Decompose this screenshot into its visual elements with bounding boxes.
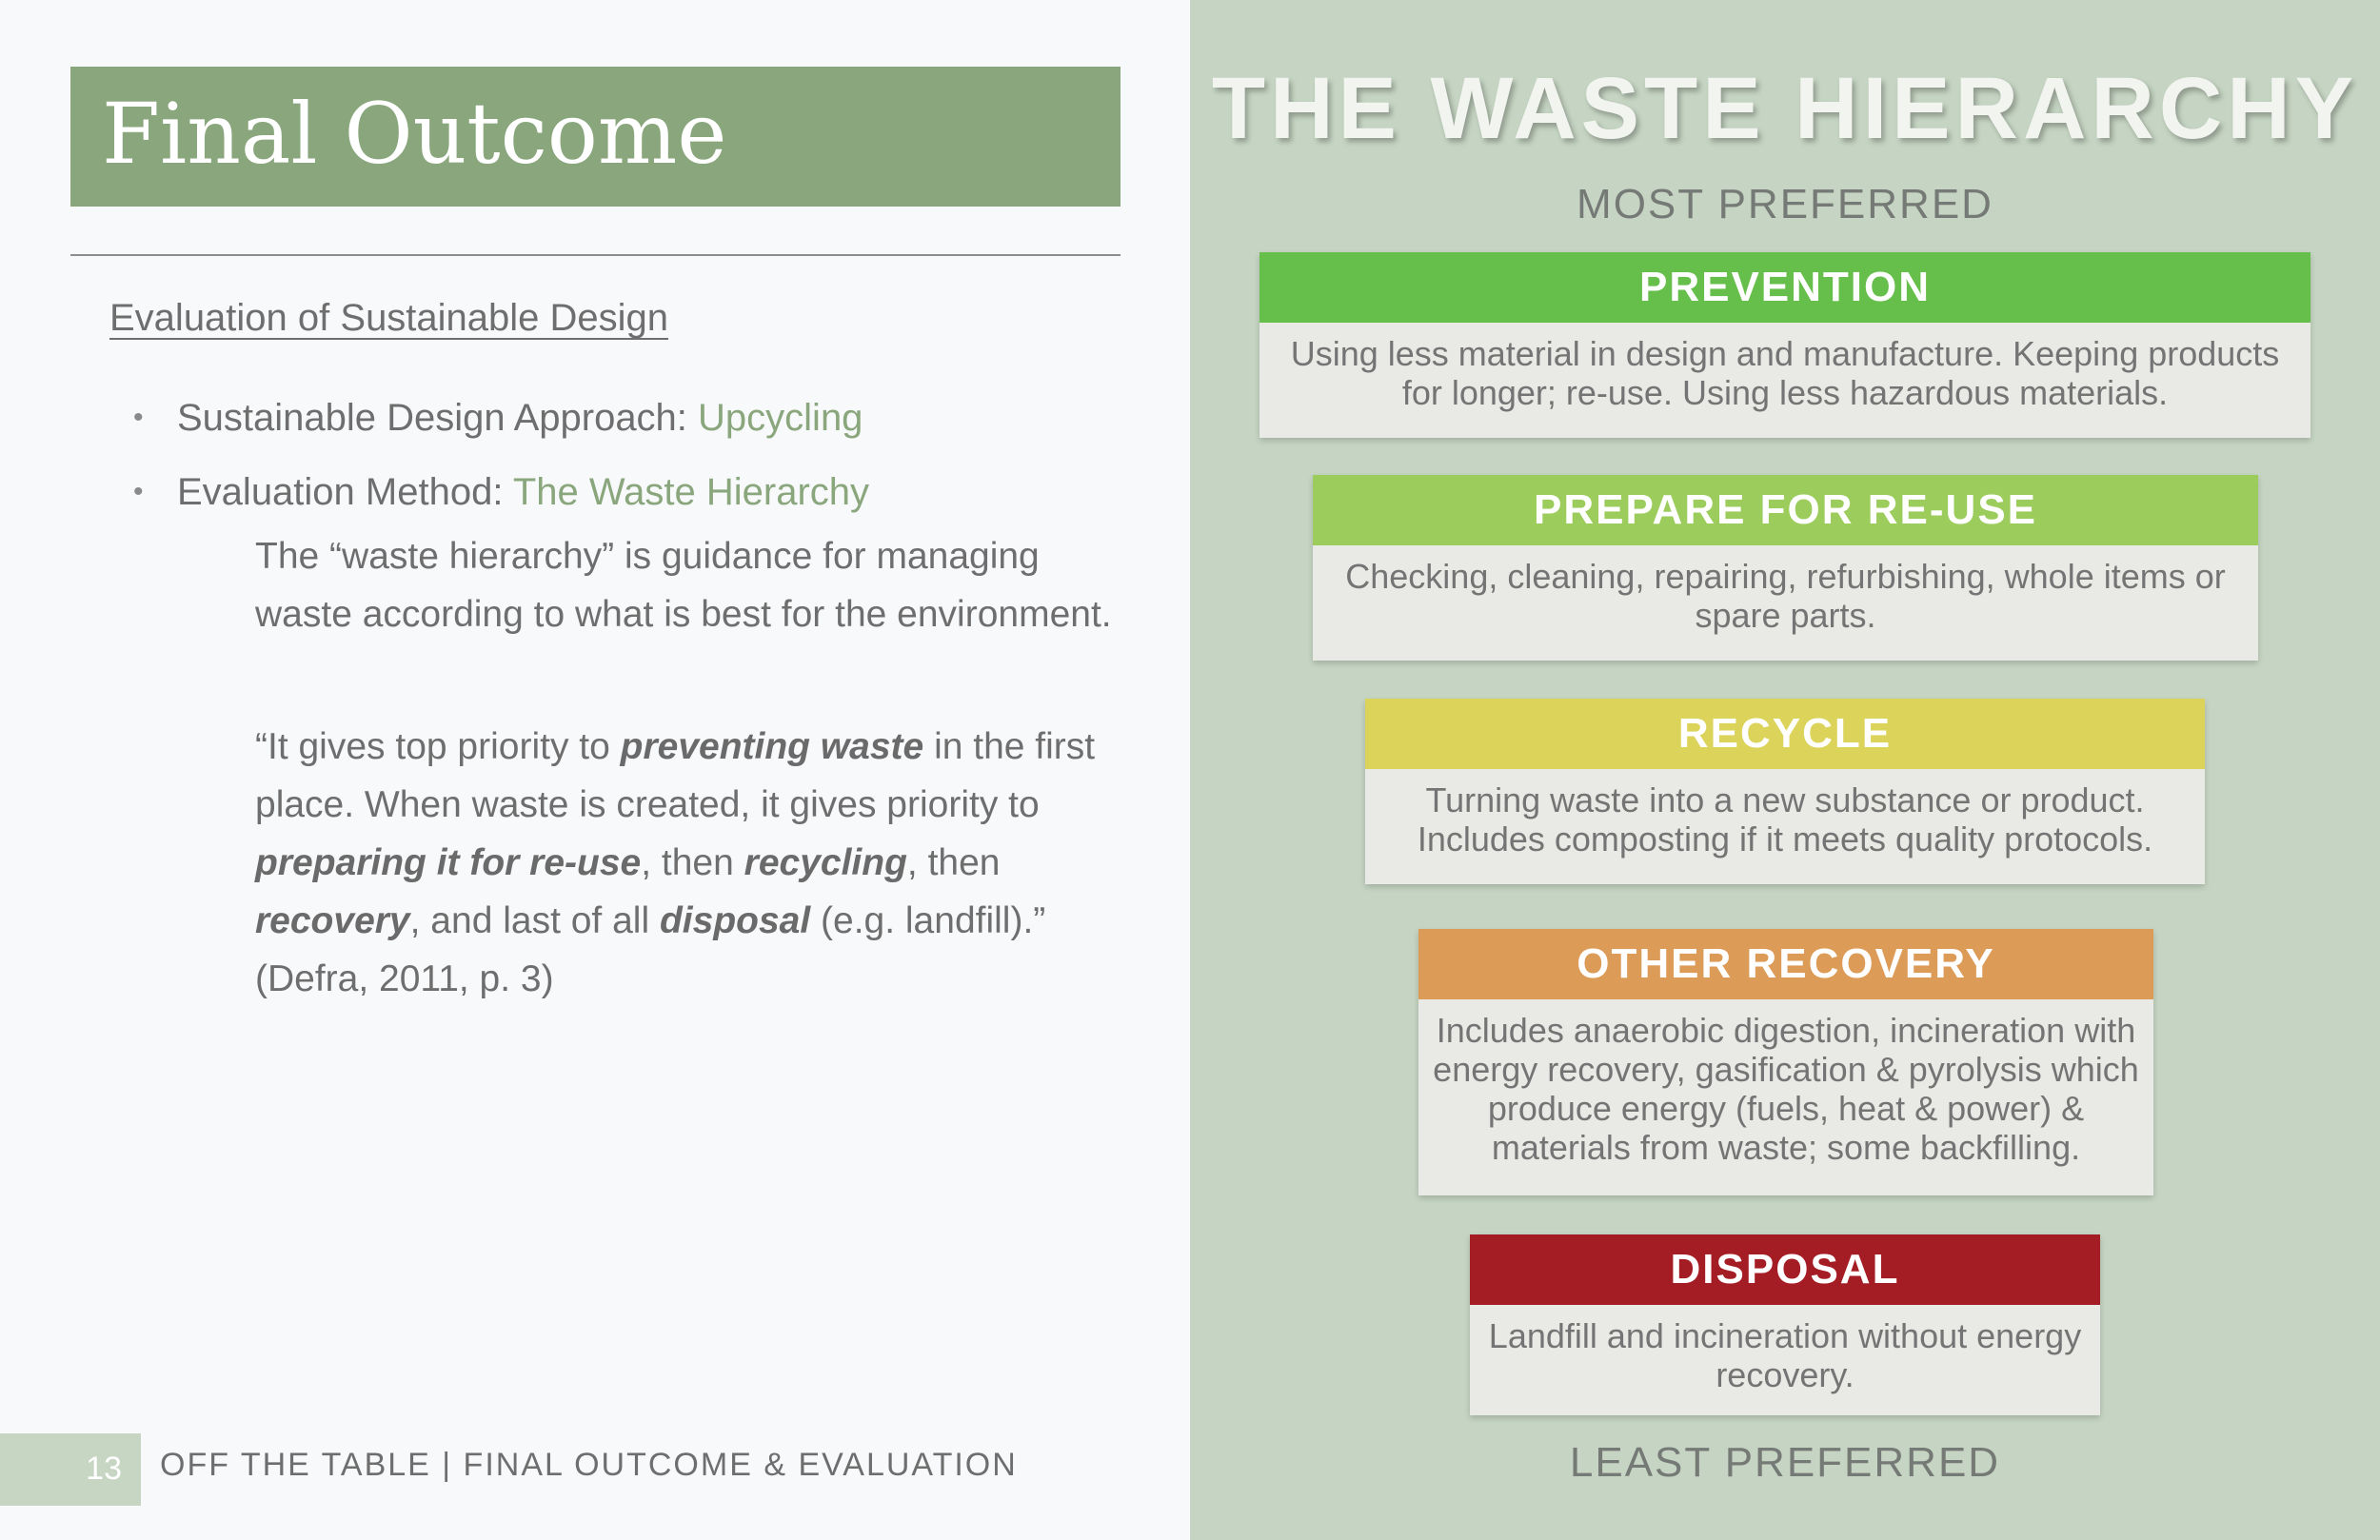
quote-emphasis: recycling [744,842,907,883]
quote-emphasis: preventing waste [620,726,924,767]
quote-text: “It gives top priority to [255,726,621,767]
bullet-list [133,381,869,529]
tier-heading: DISPOSAL [1470,1234,2100,1305]
quote-text: in the first place. When waste is created, it gives priority to [255,726,1096,825]
title-banner [70,67,1121,207]
quote-emphasis: recovery [255,900,410,941]
quote-text: (e.g. landfill).” (Defra, 2011, p. 3) [255,900,1046,999]
bullet-value: The Waste Hierarchy [512,471,870,513]
tier-heading: RECYCLE [1365,699,2205,769]
bullet-label: Sustainable Design Approach: [177,397,699,439]
page-title: Final Outcome [102,85,727,183]
hierarchy-definition: The “waste hierarchy” is guidance for managing waste according to what is best for the environment. [255,536,1112,635]
tier-recycle [1365,699,2205,884]
tier-heading: PREVENTION [1259,252,2311,323]
tier-description: Using less material in design and manufacture. Keeping products for longer; re-use. Using less hazardous materials. [1290,334,2280,412]
quote-emphasis: disposal [659,900,811,941]
bullet-icon: • [133,402,144,433]
bullet-evaluation-method [133,455,869,529]
page-number: 13 [86,1451,122,1487]
tier-disposal [1470,1234,2100,1415]
tier-prepare-for-reuse [1313,475,2258,661]
bullet-icon: • [133,476,144,507]
quote-text: , and last of all [409,900,660,941]
bullet-design-approach [133,381,869,455]
most-preferred-label: MOST PREFERRED [1577,181,1993,227]
tier-description: Turning waste into a new substance or product. Includes composting if it meets quality protocols. [1417,780,2153,859]
right-page [1190,0,2380,1540]
least-preferred-label: LEAST PREFERRED [1569,1439,2001,1486]
quote-text: , then [641,842,744,883]
running-footer: OFF THE TABLE | FINAL OUTCOME & EVALUATION [160,1447,1018,1483]
tier-description: Includes anaerobic digestion, incineration with energy recovery, gasification & pyrolysis which produce energy (fuels, heat & power) & materials from waste; some backfilling. [1433,1011,2139,1167]
page-number-tab [0,1433,141,1506]
tier-heading: OTHER RECOVERY [1418,929,2153,999]
hierarchy-title: THE WASTE HIERARCHY [1211,60,2359,157]
divider [70,254,1121,256]
defra-quote [255,718,1131,1008]
bullet-value: Upcycling [698,397,863,439]
quote-emphasis: preparing it for re-use [255,842,642,883]
tier-prevention [1259,252,2311,438]
tier-description: Landfill and incineration without energy recovery. [1488,1316,2082,1394]
tier-heading: PREPARE FOR RE-USE [1313,475,2258,545]
quote-text: , then [906,842,1001,883]
section-title: Evaluation of Sustainable Design [109,297,669,339]
tier-description: Checking, cleaning, repairing, refurbishing, whole items or spare parts. [1345,557,2226,635]
tier-other-recovery [1418,929,2153,1195]
bullet-label: Evaluation Method: [177,471,513,513]
